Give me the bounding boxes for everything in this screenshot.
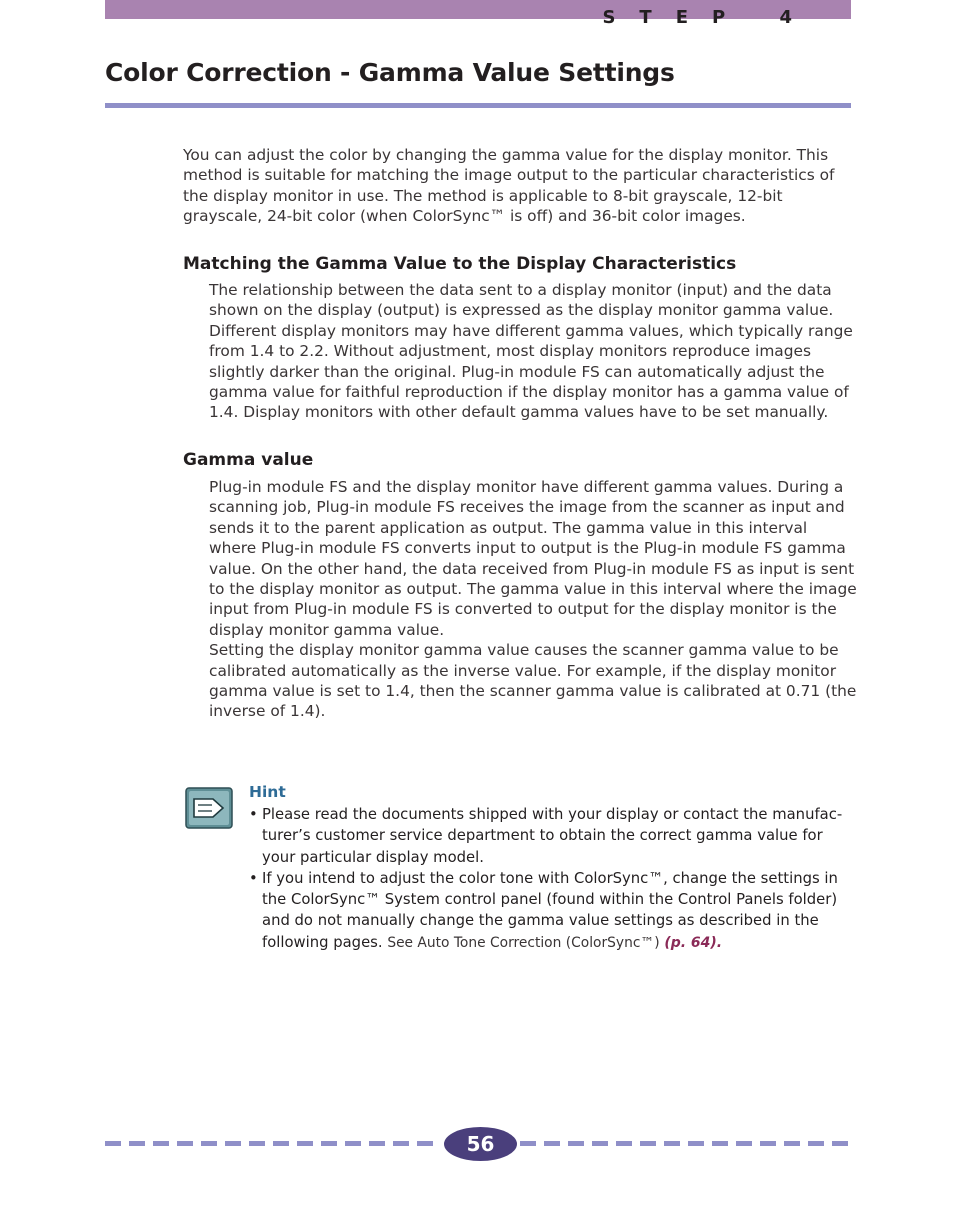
footer-dash-line-left bbox=[105, 1141, 441, 1146]
gamma-paragraph-2: Setting the display monitor gamma value causes the scanner gamma value to be calibrated automatically as the inverse value. For example, if the display monitor gamma value is set to 1.4, then the scanner gamma value is calibrated at 0.71 (the inverse of 1.4). bbox=[209, 641, 857, 721]
page-title: Color Correction - Gamma Value Settings bbox=[105, 58, 675, 87]
cross-reference-lead: See Auto Tone Correction (ColorSync™) bbox=[387, 934, 660, 951]
hint-list bbox=[249, 804, 859, 954]
title-divider bbox=[105, 103, 851, 108]
page-number: 56 bbox=[466, 1132, 495, 1156]
hint-title: Hint bbox=[249, 783, 286, 801]
bullet: • bbox=[249, 869, 258, 887]
page-number-badge bbox=[444, 1127, 517, 1161]
page-reference-link[interactable]: (p. 64). bbox=[664, 934, 723, 951]
bullet: • bbox=[249, 806, 258, 823]
hint-item bbox=[249, 804, 859, 868]
hint-arrow-icon bbox=[185, 787, 233, 829]
matching-paragraph: The relationship between the data sent to a display monitor (input) and the data shown on the display (output) is expressed as the display monitor gamma value. Different display monitors may have different gamma values, which typically range from 1.4 to 2.2. Without adjustment, most display monitors reproduce images slightly darker than the original. Plug-in module FS can automatically adjust the gamma value for faithful reproduction if the display monitor has a gamma value of 1.4. Display monitors with other default gamma values have to be set manually. bbox=[209, 281, 853, 422]
intro-paragraph: You can adjust the color by changing the gamma value for the display monitor. This method is suitable for matching the image output to the particular characteristics of the display monitor in use. The method is applicable to 8-bit grayscale, 12-bit grayscale, 24-bit color (when ColorSync™ is off) and 36-bit color images. bbox=[183, 146, 835, 226]
section-heading-matching: Matching the Gamma Value to the Display Characteristics bbox=[183, 254, 737, 274]
section-body-matching bbox=[209, 280, 857, 423]
gamma-paragraph-1: Plug-in module FS and the display monitor have different gamma values. During a scanning job, Plug-in module FS receives the image from the scanner as input and sends it to the parent application as output. The gamma value in this interval where Plug-in module FS converts input to output is the Plug-in module FS gamma value. On the other hand, the data received from Plug-in module FS as input is sent to the display monitor as output. The gamma value in this interval where the image input from Plug-in module FS is converted to output for the display monitor is the display monitor gamma value. bbox=[209, 478, 857, 639]
hint-item bbox=[249, 868, 859, 954]
section-body-gamma bbox=[209, 477, 857, 722]
section-heading-gamma: Gamma value bbox=[183, 450, 314, 470]
footer-dash-line-right bbox=[520, 1141, 851, 1146]
hint-item-text: Please read the documents shipped with your display or contact the manufac-turer’s customer service department to obtain the correct gamma value for your particular display model. bbox=[262, 806, 843, 866]
hint-item-text: If you intend to adjust the color tone with ColorSync™, change the settings in the ColorSync™ System control panel (found within the Control Panels folder) and do not manually change the gamma value settings as described in the following pages. bbox=[262, 869, 838, 951]
step-label: STEP 4 bbox=[602, 7, 816, 28]
